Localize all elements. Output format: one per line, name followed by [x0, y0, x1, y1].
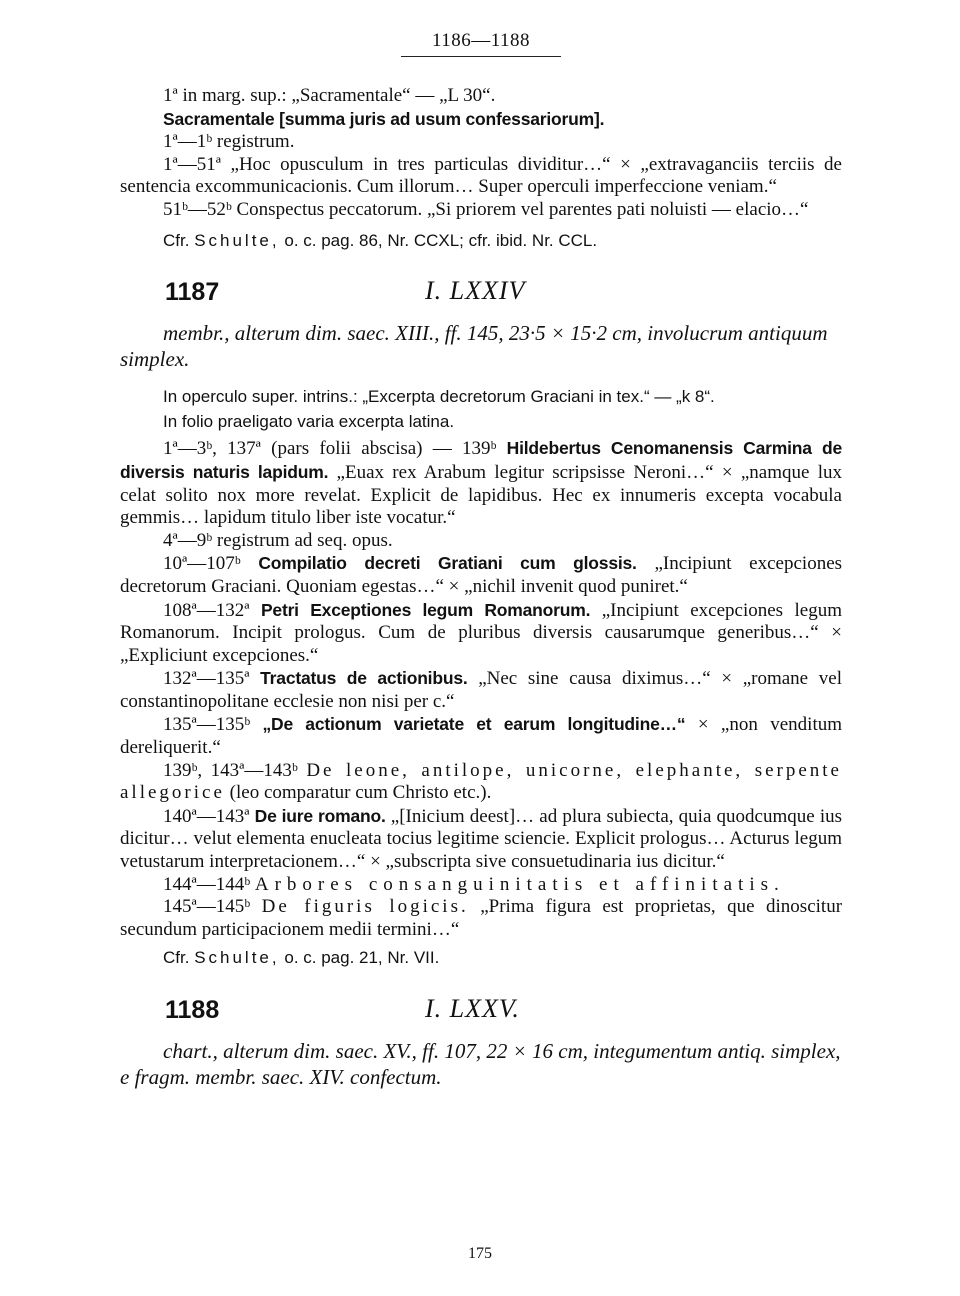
cfr-label: Cfr.	[163, 948, 190, 968]
incipit-text: „Prima figura est proprietas, que dinoscitur secundum participacionem medii termini…“	[120, 896, 843, 940]
cfr-author: Schulte,	[194, 948, 280, 968]
entry-title	[120, 108, 842, 132]
incipit-text: „Incipiunt excepciones decretorum Graciani. Quoniam egestas…“ × „nichil invenit quod puniret.“	[120, 553, 843, 597]
incipit-text: „Incipiunt excepciones legum Romanorum. Incipit prologus. Cum de pluribus diversis causarumque generibus…“ × „Expliciunt excepciones.“	[120, 599, 843, 666]
folio-range: 132ª—135ª	[163, 668, 250, 690]
work-title: Petri Exceptiones legum Romanorum.	[260, 599, 591, 620]
content-item	[120, 713, 842, 759]
work-title: Tractatus de actionibus.	[260, 668, 468, 689]
folio-range: 139ᵇ, 143ª—143ᵇ	[163, 759, 298, 781]
work-title: Compilatio decreti Gratiani cum glossis.	[258, 553, 637, 574]
entry-1188-heading	[120, 990, 842, 1030]
entry-1187-heading	[120, 272, 842, 312]
work-title: „De actionum varietate et earum longitudine…“	[262, 714, 686, 735]
content-item: 4ª—9ᵇ registrum ad seq. opus.	[163, 529, 393, 551]
content-item	[120, 437, 842, 529]
manuscript-description: membr., alterum dim. saec. XIII., ff. 145, 23·5 × 15·2 cm, involucrum antiquum simplex.	[120, 321, 828, 372]
folio-range: 135ª—135ᵇ	[163, 714, 251, 736]
content-item	[120, 805, 842, 874]
incipit-line: 1ª—51ª „Hoc opusculum in tres particulas dividitur…“ × „extravaganciis terciis de sentencia excommunicacionis. Cum illorum… Super operculi imperfeccione veniam.“	[120, 153, 842, 198]
praeligato-note: In folio praeligato varia excerpta latina.	[163, 411, 455, 431]
incipit-text: „Euax rex Arabum legitur scripsisse Neroni…“ × „namque lux celat solito nox more revelat. Explicit de lapidibus. Hec ex innumeris excepta vocabula gemmis… lapidum titulo liber iste vocatur.“	[120, 461, 842, 529]
content-item	[120, 874, 842, 897]
folio-range: 1ª—3ᵇ, 137ª (pars folii abscisa) — 139ᵇ	[163, 438, 497, 460]
content-item	[120, 667, 842, 713]
margin-note: 1ª in marg. sup.: „Sacramentale“ — „L 30“.	[163, 85, 496, 106]
spaced-title: De leone, antilope, unicorne, elephante, serpente allegorice	[120, 759, 842, 804]
work-title: De iure romano.	[254, 805, 386, 826]
content-item	[120, 896, 842, 941]
cfr-rest: o. c. pag. 86, Nr. CCXL; cfr. ibid. Nr. CCL.	[284, 230, 598, 250]
content-item	[120, 760, 842, 805]
cfr-line	[120, 230, 842, 253]
spaced-title: Arbores consanguinitatis et affinitatis.	[254, 873, 785, 895]
cfr-line	[120, 947, 842, 970]
folio-range: 108ª—132ª	[163, 599, 250, 621]
shelf-signature: I. LXXIV	[425, 276, 526, 306]
folio-range: 145ª—145ᵇ	[163, 896, 251, 918]
shelf-signature: I. LXXV.	[425, 994, 520, 1023]
work-title: Hildebertus Cenomanensis Carmina de diversis naturis lapidum.	[120, 438, 842, 482]
conspectus-line: 51ᵇ—52ᵇ Conspectus peccatorum. „Si priorem vel parentes pati noluisti — elacio…“	[163, 198, 809, 220]
entry-number: 1188	[165, 996, 220, 1024]
content-item	[120, 599, 842, 668]
folio-range: 10ª—107ᵇ	[163, 553, 241, 575]
cfr-label: Cfr.	[163, 230, 190, 250]
incipit-text: × „non venditum dereliquerit.“	[120, 714, 842, 759]
spaced-title: De figuris logicis.	[261, 896, 469, 918]
work-title: Sacramentale [summa juris ad usum confessariorum].	[163, 108, 605, 129]
page-number: 175	[468, 1245, 492, 1262]
manuscript-description: chart., alterum dim. saec. XV., ff. 107, 22 × 16 cm, integumentum antiq. simplex, e fragm. membr. saec. XIV. confectum.	[120, 1039, 841, 1089]
note-text: (leo comparatur cum Christo etc.).	[229, 782, 492, 804]
folio-range: 144ª—144ᵇ	[163, 873, 251, 895]
operculo-note: In operculo super. intrins.: „Excerpta decretorum Graciani in tex.“ — „k 8“.	[163, 387, 715, 407]
folio-range-line: 1ª—1ᵇ registrum.	[163, 131, 295, 153]
content-item	[120, 552, 842, 598]
cfr-rest: o. c. pag. 21, Nr. VII.	[284, 948, 440, 968]
page-body	[120, 30, 842, 1090]
incipit-text: „Nec sine causa diximus…“ × „romane vel constantinopolitane ecclesie non nisi per c.“	[120, 668, 842, 712]
running-head: 1186—1188	[401, 30, 561, 57]
folio-range: 140ª—143ª	[163, 805, 250, 827]
incipit-text: „[Inicium deest]… ad plura subiecta, quia quodcumque ius dicitur… velut elementa enucleata tocius legitime sciencie. Explicit prologus… Acturus legum vetustarum interpretacionem…“ × „subscripta sive consuetudinaria ius dicitur.“	[120, 805, 842, 873]
entry-number: 1187	[165, 278, 220, 307]
cfr-author: Schulte,	[194, 230, 280, 250]
